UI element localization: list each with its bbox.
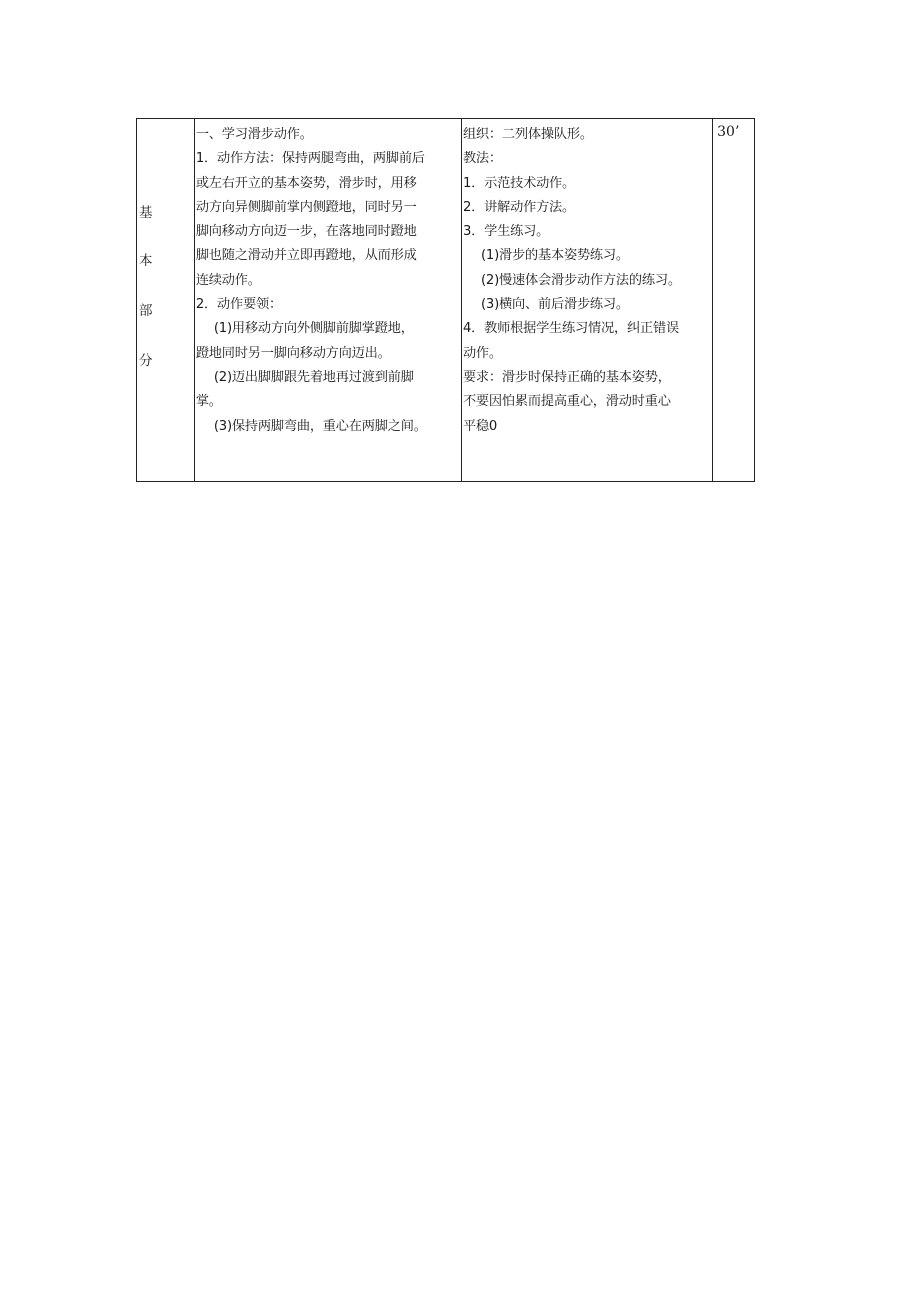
- section-char: 本: [139, 253, 153, 269]
- method-line: 不要因怕累而提高重心，滑动时重心: [462, 394, 671, 410]
- method-line: (2)慢速体会滑步动作方法的练习。: [480, 272, 681, 288]
- lesson-plan-table: [136, 118, 755, 482]
- method-line: (1)滑步的基本姿势练习。: [480, 248, 629, 264]
- content-line: 掌。: [195, 394, 222, 410]
- content-line: 1．动作方法：保持两腿弯曲，两脚前后: [195, 151, 425, 167]
- content-line: 脚向移动方向迈一步，在落地同时蹬地: [195, 224, 417, 240]
- content-line: 一、学习滑步动作。: [195, 127, 313, 142]
- content-line: 脚也随之滑动并立即再蹬地，从而形成: [195, 248, 417, 264]
- method-line: 平稳0: [462, 418, 498, 434]
- method-line: 要求：滑步时保持正确的基本姿势，: [462, 369, 671, 385]
- method-cell: [462, 119, 713, 481]
- method-line: 教法：: [462, 151, 502, 167]
- content-line: (2)迈出脚脚跟先着地再过渡到前脚: [213, 369, 414, 385]
- content-line: 动方向异侧脚前掌内侧蹬地，同时另一: [195, 199, 417, 215]
- content-line: 2．动作要领：: [195, 297, 282, 313]
- section-char: 分: [139, 353, 153, 369]
- section-cell: [137, 119, 195, 481]
- method-line: 组织：二列体操队形。: [462, 127, 593, 142]
- method-line: 1．示范技术动作。: [462, 175, 576, 191]
- duration-text: 30’: [717, 124, 740, 140]
- section-char: 基: [139, 205, 153, 221]
- method-line: 4．教师根据学生练习情况，纠正错误: [462, 321, 679, 337]
- content-line: (3)保持两脚弯曲，重心在两脚之间。: [213, 418, 427, 434]
- method-line: 3．学生练习。: [462, 224, 550, 240]
- time-cell: [713, 119, 754, 481]
- content-line: 连续动作。: [195, 272, 261, 288]
- content-line: (1)用移动方向外侧脚前脚掌蹬地，: [213, 321, 414, 337]
- method-line: 2．讲解动作方法。: [462, 199, 576, 215]
- section-char: 部: [139, 303, 153, 319]
- method-line: (3)横向、前后滑步练习。: [480, 297, 629, 313]
- content-cell: [195, 119, 462, 481]
- method-line: 动作。: [462, 345, 502, 361]
- content-line: 蹬地同时另一脚向移动方向迈出。: [195, 345, 391, 361]
- content-line: 或左右开立的基本姿势，滑步时，用移: [195, 175, 417, 191]
